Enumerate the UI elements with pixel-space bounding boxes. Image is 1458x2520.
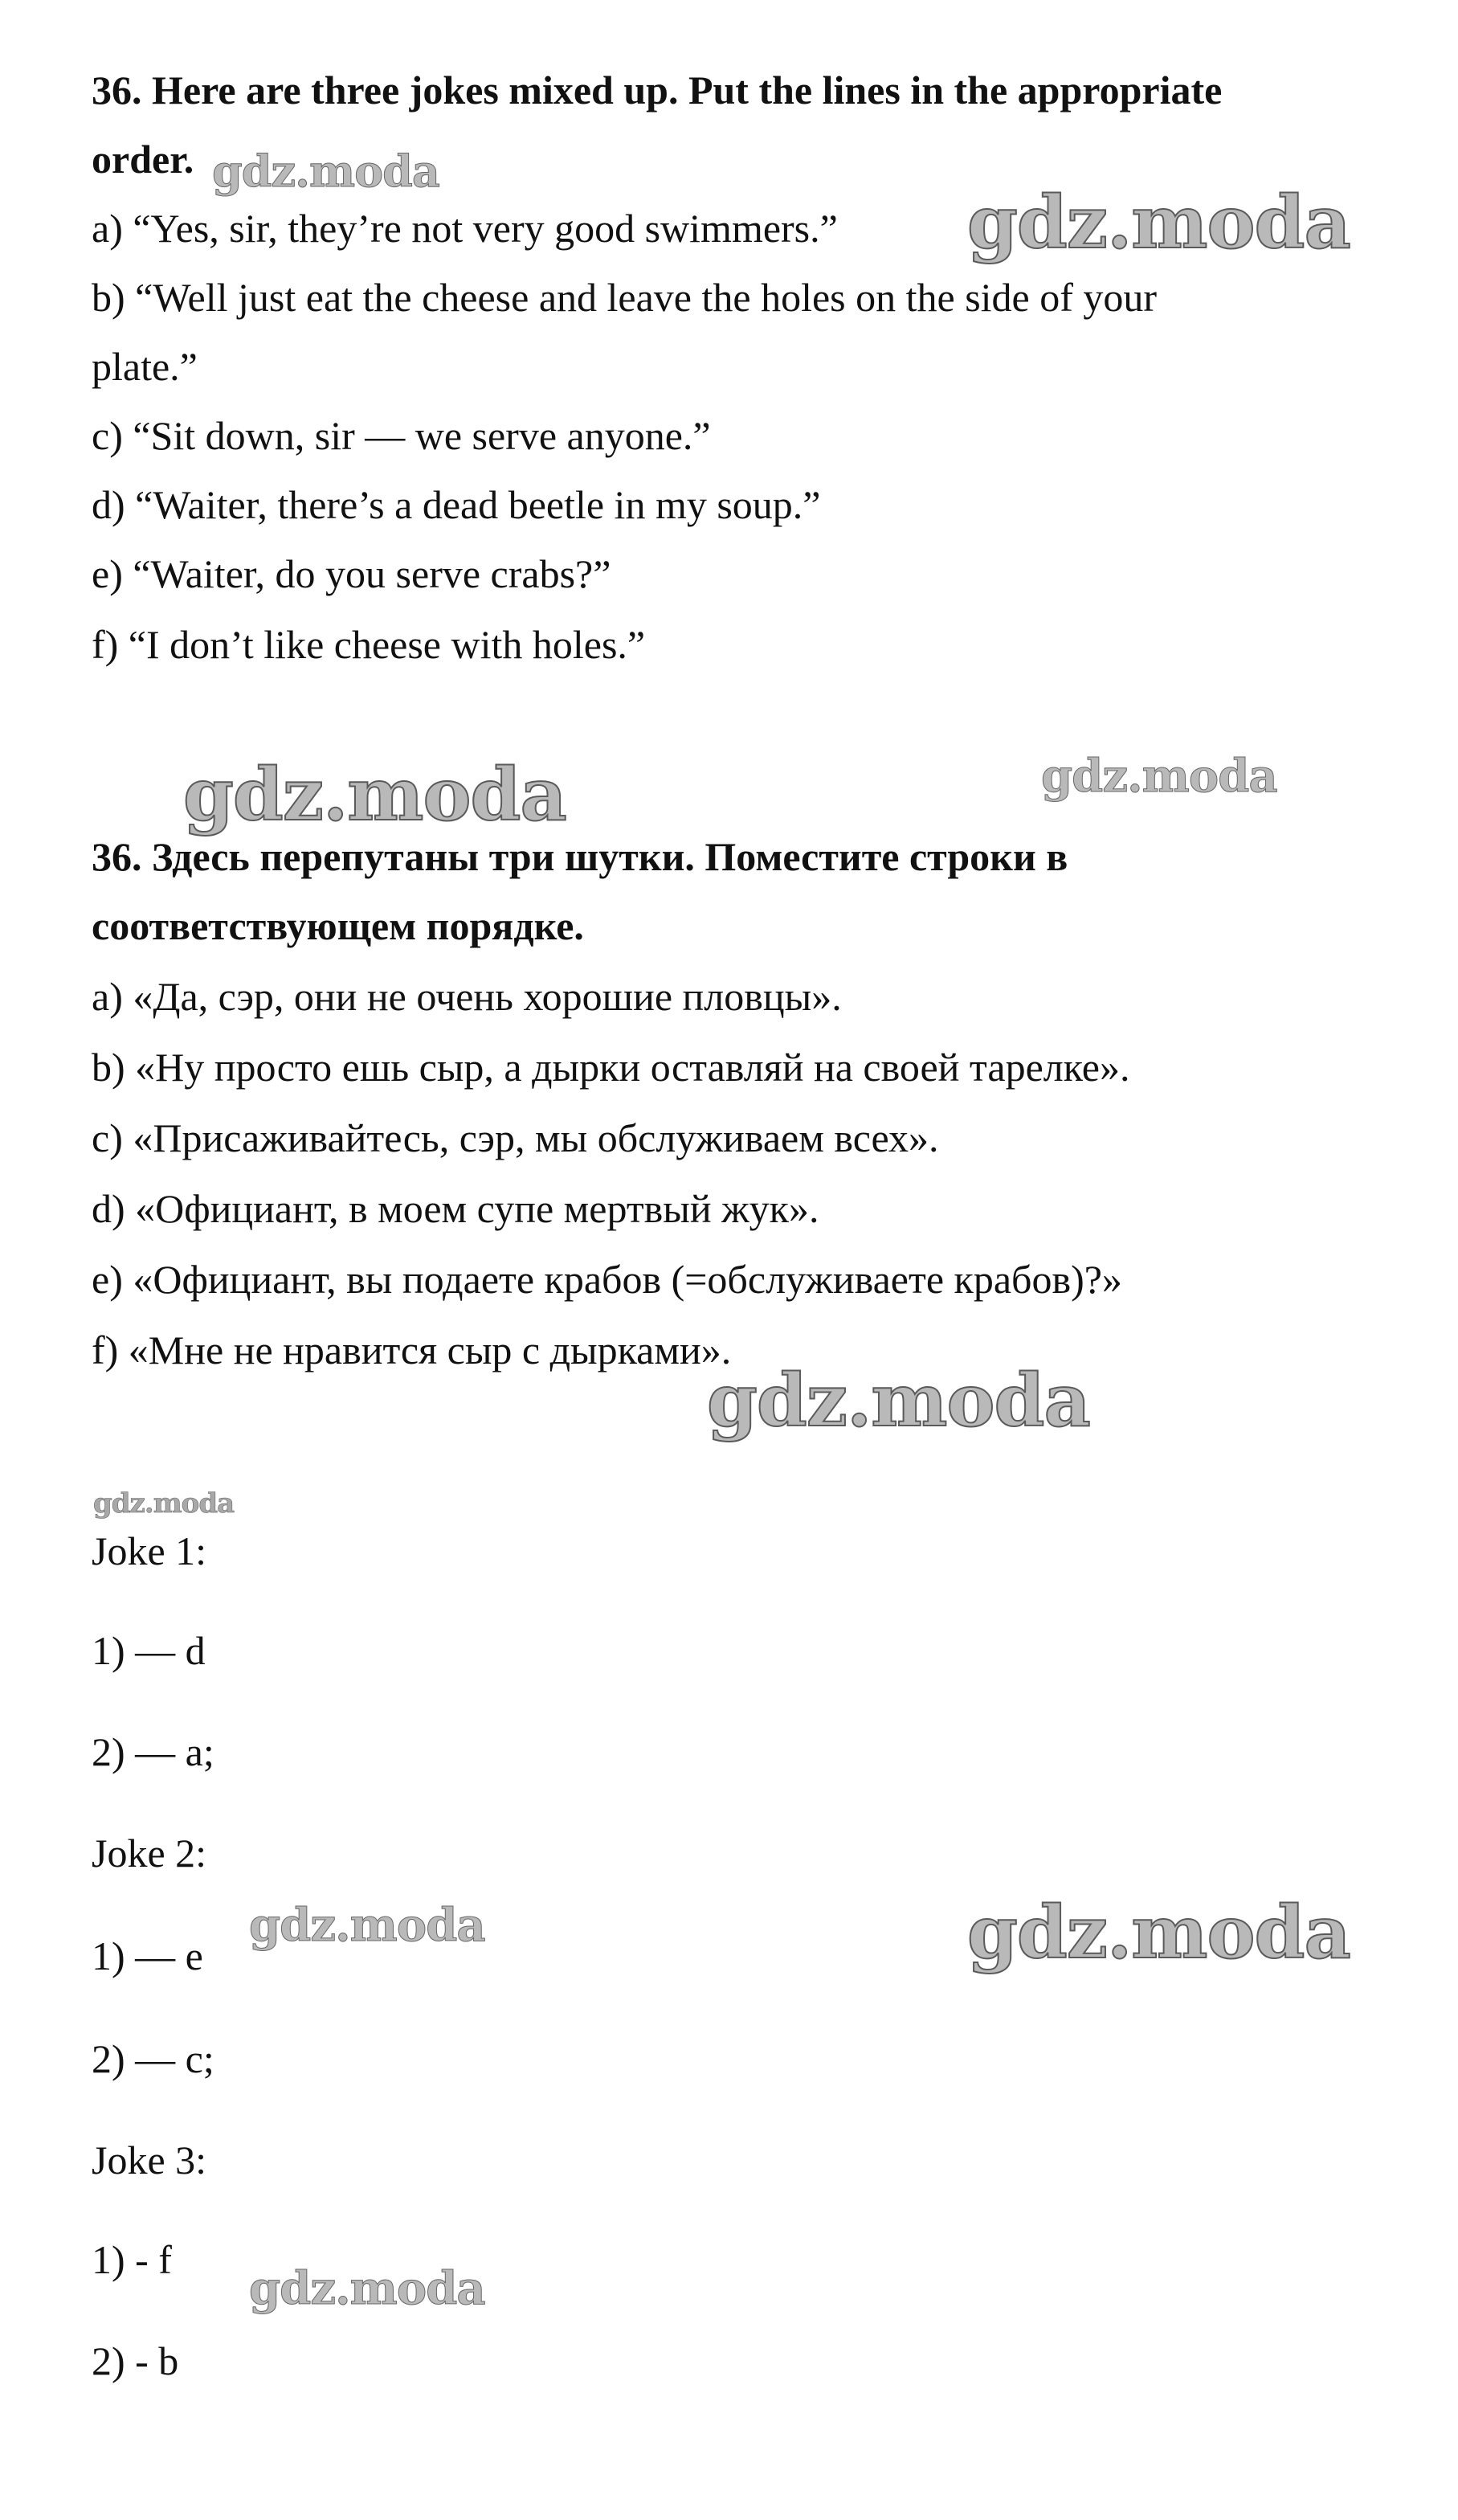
watermark-logo: gdz.moda [183,752,566,837]
line-en-b2: plate.” [92,344,198,389]
task-heading-ru-line2: соответствующем порядке. [92,903,584,948]
line-ru-a: a) «Да, сэр, они не очень хорошие пловцы». [92,974,842,1019]
joke1-answer-1: 1) — d [92,1628,206,1673]
line-en-e: e) “Waiter, do you serve crabs?” [92,551,611,596]
joke2-title: Joke 2: [92,1831,207,1876]
line-en-d: d) “Waiter, there’s a dead beetle in my soup.” [92,482,821,527]
line-ru-e: e) «Официант, вы подаете крабов (=обслуживаете крабов)?» [92,1257,1122,1302]
line-ru-c: c) «Присаживайтесь, сэр, мы обслуживаем всех». [92,1115,939,1160]
watermark-logo: gdz.moda [249,1899,485,1952]
joke1-answer-2: 2) — a; [92,1729,214,1774]
line-ru-f: f) «Мне не нравится сыр с дырками». [92,1328,732,1372]
watermark-logo: gdz.moda [967,1890,1350,1975]
line-en-a: a) “Yes, sir, they’re not very good swimmers.” [92,206,838,251]
line-en-f: f) “I don’t like cheese with holes.” [92,622,646,667]
task-heading-en-line2: order. [92,137,194,182]
watermark-logo: gdz.moda [212,145,439,197]
joke3-answer-2: 2) - b [92,2338,179,2383]
joke1-title: Joke 1: [92,1528,207,1573]
joke3-answer-1: 1) - f [92,2237,172,2282]
joke2-answer-2: 2) — c; [92,2036,214,2081]
line-en-b1: b) “Well just eat the cheese and leave the holes on the side of your [92,275,1158,320]
task-heading-ru-line1: 36. Здесь перепутаны три шутки. Поместите строки в [92,834,1068,879]
watermark-logo: gdz.moda [93,1487,235,1520]
task-heading-en-line1: 36. Here are three jokes mixed up. Put the lines in the appropriate [92,68,1223,112]
joke3-title: Joke 3: [92,2138,207,2182]
watermark-logo: gdz.moda [967,180,1350,265]
watermark-logo: gdz.moda [707,1358,1090,1443]
joke2-answer-1: 1) — e [92,1933,203,1978]
watermark-logo: gdz.moda [249,2262,485,2315]
line-ru-d: d) «Официант, в моем супе мертвый жук». [92,1186,819,1231]
line-en-c: c) “Sit down, sir — we serve anyone.” [92,413,711,458]
watermark-logo: gdz.moda [1041,750,1277,803]
line-ru-b: b) «Ну просто ешь сыр, а дырки оставляй на своей тарелке». [92,1045,1130,1090]
